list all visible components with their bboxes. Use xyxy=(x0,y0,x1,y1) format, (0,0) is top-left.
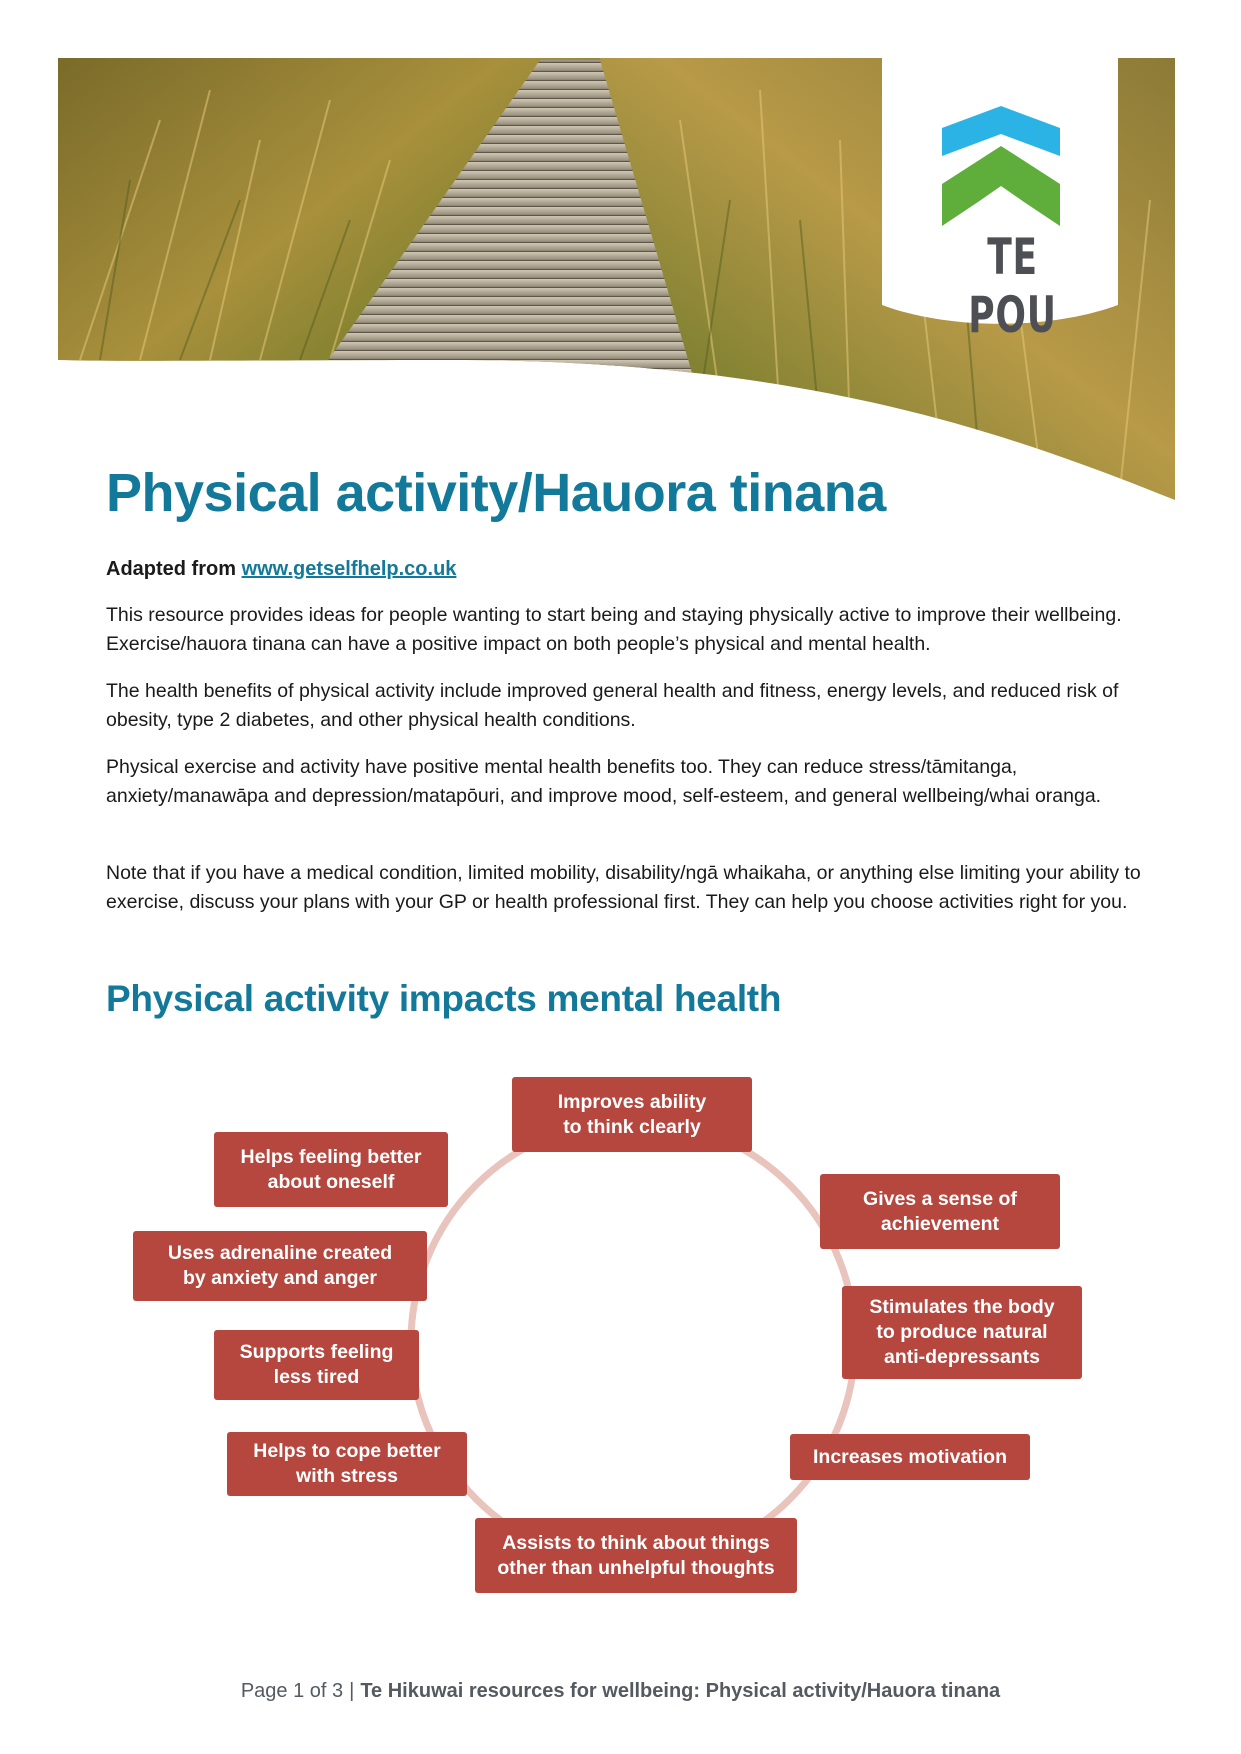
adapted-from xyxy=(106,558,456,581)
benefits-paragraph: The health benefits of physical activity include improved general health and fitness, energy levels, and reduced risk of obesity, type 2 diabetes, and other physical health conditions. xyxy=(106,680,1119,731)
mental-health-paragraph: Physical exercise and activity have positive mental health benefits too. They can reduce stress/tāmitanga, anxiety/manawāpa and depression/matapōuri, and improve mood, self-esteem, and general wellbeing/whai oranga. xyxy=(106,756,1102,807)
benefit-cope-stress: Helps to cope better with stress xyxy=(227,1432,467,1496)
benefit-anti-depressants: Stimulates the body to produce natural anti-depressants xyxy=(842,1286,1082,1379)
benefit-other-thoughts: Assists to think about things other than unhelpful thoughts xyxy=(475,1518,797,1593)
benefits-cycle-diagram xyxy=(0,1060,1241,1620)
benefit-adrenaline: Uses adrenaline created by anxiety and anger xyxy=(133,1231,427,1301)
page-footer xyxy=(0,1680,1241,1703)
intro-paragraph: This resource provides ideas for people wanting to start being and staying physically active to improve their wellbeing. Exercise/hauora tinana can have a positive impact on both people’s physical and mental health. xyxy=(106,604,1122,655)
section-title: Physical activity impacts mental health xyxy=(106,978,782,1019)
benefit-less-tired: Supports feeling less tired xyxy=(214,1330,419,1400)
adapted-prefix: Adapted from xyxy=(106,558,242,580)
benefit-think-clearly: Improves ability to think clearly xyxy=(512,1077,752,1152)
medical-note-paragraph: Note that if you have a medical condition, limited mobility, disability/ngā whaikaha, or anything else limiting your ability to exercise, discuss your plans with your GP or health professional first. They can help you choose activities right for you. xyxy=(106,862,1141,913)
footer-separator: | xyxy=(349,1680,355,1702)
cycle-ring xyxy=(411,1120,855,1564)
benefit-feel-better: Helps feeling better about oneself xyxy=(214,1132,448,1207)
logo-wordmark: TE POU xyxy=(968,228,1057,344)
benefit-achievement: Gives a sense of achievement xyxy=(820,1174,1060,1249)
source-link[interactable]: www.getselfhelp.co.uk xyxy=(241,558,457,580)
footer-doc-title: Te Hikuwai resources for wellbeing: Physical activity/Hauora tinana xyxy=(360,1680,1001,1702)
page-number: Page 1 of 3 xyxy=(240,1680,344,1702)
page-title: Physical activity/Hauora tinana xyxy=(106,463,886,523)
benefit-motivation: Increases motivation xyxy=(790,1434,1030,1480)
